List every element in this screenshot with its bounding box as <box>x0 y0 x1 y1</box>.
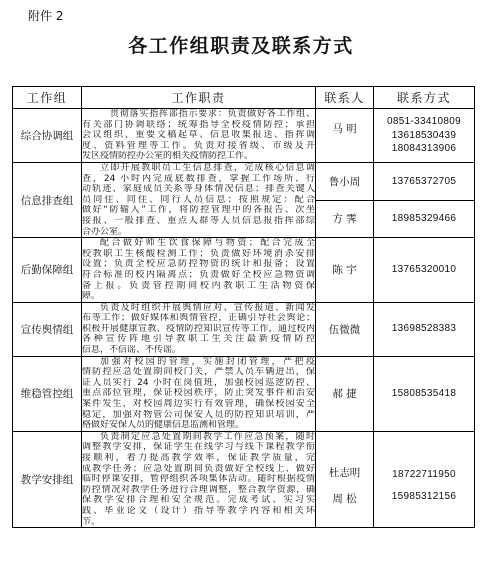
contact-name-cell <box>316 162 374 237</box>
duty-line: 信息，不信谣、不传谣。 <box>82 345 182 356</box>
table-row <box>13 109 475 163</box>
duty-line: 有关部门协调联络；统筹指导全校疫情防控；承担 <box>82 119 315 130</box>
duty-line: 负责制定应急处置期间教学工作应急预案，随时 <box>100 431 315 442</box>
group-name-cell: 宣传舆情组 <box>13 302 82 356</box>
duty-line: 重点部位管理，保证校园秩序，防止突发事件和治安 <box>82 388 315 399</box>
duty-line: 接报、一般排查、重点人群等人员信息报指挥部综 <box>82 215 315 226</box>
contact-name-cell <box>316 302 374 356</box>
contact-phone: 13765320010 <box>391 264 457 276</box>
group-name-cell: 维稳管控组 <box>13 356 82 431</box>
group-name-cell: 教学安排组 <box>13 431 82 527</box>
contact-name-cell <box>316 356 374 431</box>
duty-line: 负责及时组织开展舆情应对、宣传报道、新闻发 <box>100 302 315 313</box>
contact-phone-stack <box>374 432 474 527</box>
duty-line: 立即开展教职员工生信息排查，完成核心信息调 <box>100 162 315 173</box>
duty-line: 设置；负责全校应急防控物资的统计和报备；设置 <box>82 259 315 270</box>
duty-line: 备上报。负责管控期间校内教职工生活物资保 <box>82 280 315 291</box>
contact-name-cell <box>316 109 374 163</box>
duty-line: 发区疫情防控办公室的相关疫情防控工作。 <box>82 151 254 162</box>
duty-line: 加强对校园的管理，实施封闭管理，严把疫 <box>100 356 315 367</box>
contact-phone: 18985329466 <box>374 200 474 238</box>
duty-line: 调整教学安排，保证学生在线学习与线下课程教学衔 <box>82 442 315 453</box>
group-name-cell: 综合协调组 <box>13 109 82 163</box>
duty-contact-table <box>12 86 475 528</box>
header-group: 工作组 <box>13 87 82 109</box>
attachment-label: 附件 2 <box>28 9 64 23</box>
contact-phone: 18722711950 <box>392 468 456 480</box>
contact-name-stack <box>316 432 373 527</box>
contact-phone: 0851-33410809 <box>387 116 461 128</box>
table-row <box>13 356 475 431</box>
duty-line: 格做好安保人员的健康信息监测和管理。 <box>82 420 245 431</box>
duty-line: 符合标准的校内隔离点；负责做好全校应急物资调 <box>82 269 315 280</box>
header-phone: 联系方式 <box>374 87 475 109</box>
duty-line: 节。 <box>82 516 101 527</box>
contact-phone-cell <box>374 162 475 237</box>
duty-line: 员同住、同住、同行人员信息；按照规定：配合 <box>82 194 315 205</box>
contact-name-cell <box>316 431 374 527</box>
contact-phone: 15808535418 <box>391 387 457 399</box>
contact-name: 方 霁 <box>316 200 373 238</box>
duty-cell <box>82 109 316 163</box>
duty-cell <box>82 162 316 237</box>
table-row <box>13 162 475 237</box>
contact-phone: 15985312156 <box>391 490 457 502</box>
document-title: 各工作组职责及联系方式 <box>128 35 354 57</box>
duty-line: 配合做好师生饮食保障与物资；配合完成全 <box>100 238 315 249</box>
duty-line: 情防控应急处置期间校门关，严禁人员车辆进出，保 <box>82 367 315 378</box>
group-name-cell: 后勤保障组 <box>13 238 82 303</box>
duty-line: 障。 <box>82 291 101 302</box>
table-row <box>13 431 475 527</box>
duty-line: 查，24 小时内完成底数排查，掌握工作场所、行 <box>82 173 315 184</box>
contact-name: 陈 宇 <box>332 264 357 277</box>
header-contact: 联系人 <box>316 87 374 109</box>
contact-name-stack <box>316 163 373 237</box>
contact-phone-stack <box>374 163 474 237</box>
contact-name: 杜志明 <box>328 466 361 479</box>
contact-phone: 13618530439 <box>391 129 457 141</box>
duty-line: 临时停课安排，暂停组织各项集体活动。随时根据疫情 <box>82 474 315 485</box>
contact-phone-cell <box>374 109 475 163</box>
contact-name: 周 松 <box>332 492 357 505</box>
duty-line: 证人员实行 24 小时在岗值班，加强校园巡逻防控、 <box>82 377 315 388</box>
duty-line: 接顺利，着力提高教学效率，保证教学质量，完 <box>82 453 315 463</box>
contact-name: 鲁小周 <box>328 175 361 188</box>
duty-line: 度、资料管理等工作。负责对接省级、市级及开 <box>82 140 315 151</box>
contact-phone-cell <box>374 431 475 527</box>
duty-line: 动轨迹、家庭成员关系等身体情况信息；排查关键人 <box>82 184 315 195</box>
duty-cell <box>82 238 316 303</box>
duty-cell <box>82 431 316 527</box>
contact-phone-cell <box>374 356 475 431</box>
group-name-cell: 信息排查组 <box>13 162 82 237</box>
contact-phone: 18084313906 <box>391 143 457 155</box>
table-header-row <box>13 87 475 109</box>
duty-line: 校教职工生核酸检测工作；负责做好环境消杀安排 <box>82 248 315 259</box>
contact-phone: 13698528383 <box>391 323 457 335</box>
duty-line: 稳定，加强对物管公司保安人员的防控知识培训，严 <box>82 409 315 420</box>
duty-line: 贯彻落实指挥部指示要求：负责做好各工作组、 <box>110 109 315 119</box>
duty-line: 合办公室。 <box>82 226 128 237</box>
contact-name-cell <box>316 238 374 303</box>
table-row <box>13 302 475 356</box>
table-row <box>13 238 475 303</box>
duty-line: 会议组织、重要文稿起草、信息收集报送、指挥调 <box>82 130 315 141</box>
duty-cell <box>82 302 316 356</box>
duty-line: 做好“防输入”工作，将防控管理中的各报告、次坐 <box>82 205 315 216</box>
duty-line: 积极开展健康宣教、疫情防控知识宣传等工作，通过校内 <box>82 323 315 334</box>
contact-phone-cell <box>374 238 475 303</box>
duty-line: 成教学任务；应急处置期间负责做好全校线上、做好 <box>82 463 315 474</box>
duty-cell <box>82 356 316 431</box>
duty-line: 防控情况对教学任务进行合理调整，整合教学资源，确 <box>82 484 315 495</box>
contact-name: 马 明 <box>332 123 357 135</box>
duty-line: 案件发生，对校园周边实行有效管理，确保校园安全 <box>82 399 315 410</box>
contact-name: 伍微微 <box>328 323 361 336</box>
contact-phone: 13765372705 <box>391 175 457 187</box>
duty-line: 践、毕业论文（设计）指导等教学内容和相关环 <box>82 505 315 516</box>
contact-name: 郝 捷 <box>332 388 357 401</box>
duty-line: 布等工作；做好媒体和舆情管控，正确引导社会舆论； <box>82 313 315 324</box>
duty-line: 保教学安排合理和安全规范。完成考试、实习实 <box>82 495 315 506</box>
duty-line: 各种宣传阵地引导教职工生关注最新疫情防控 <box>82 334 315 345</box>
header-duty: 工作职责 <box>82 87 316 109</box>
contact-phone-cell <box>374 302 475 356</box>
